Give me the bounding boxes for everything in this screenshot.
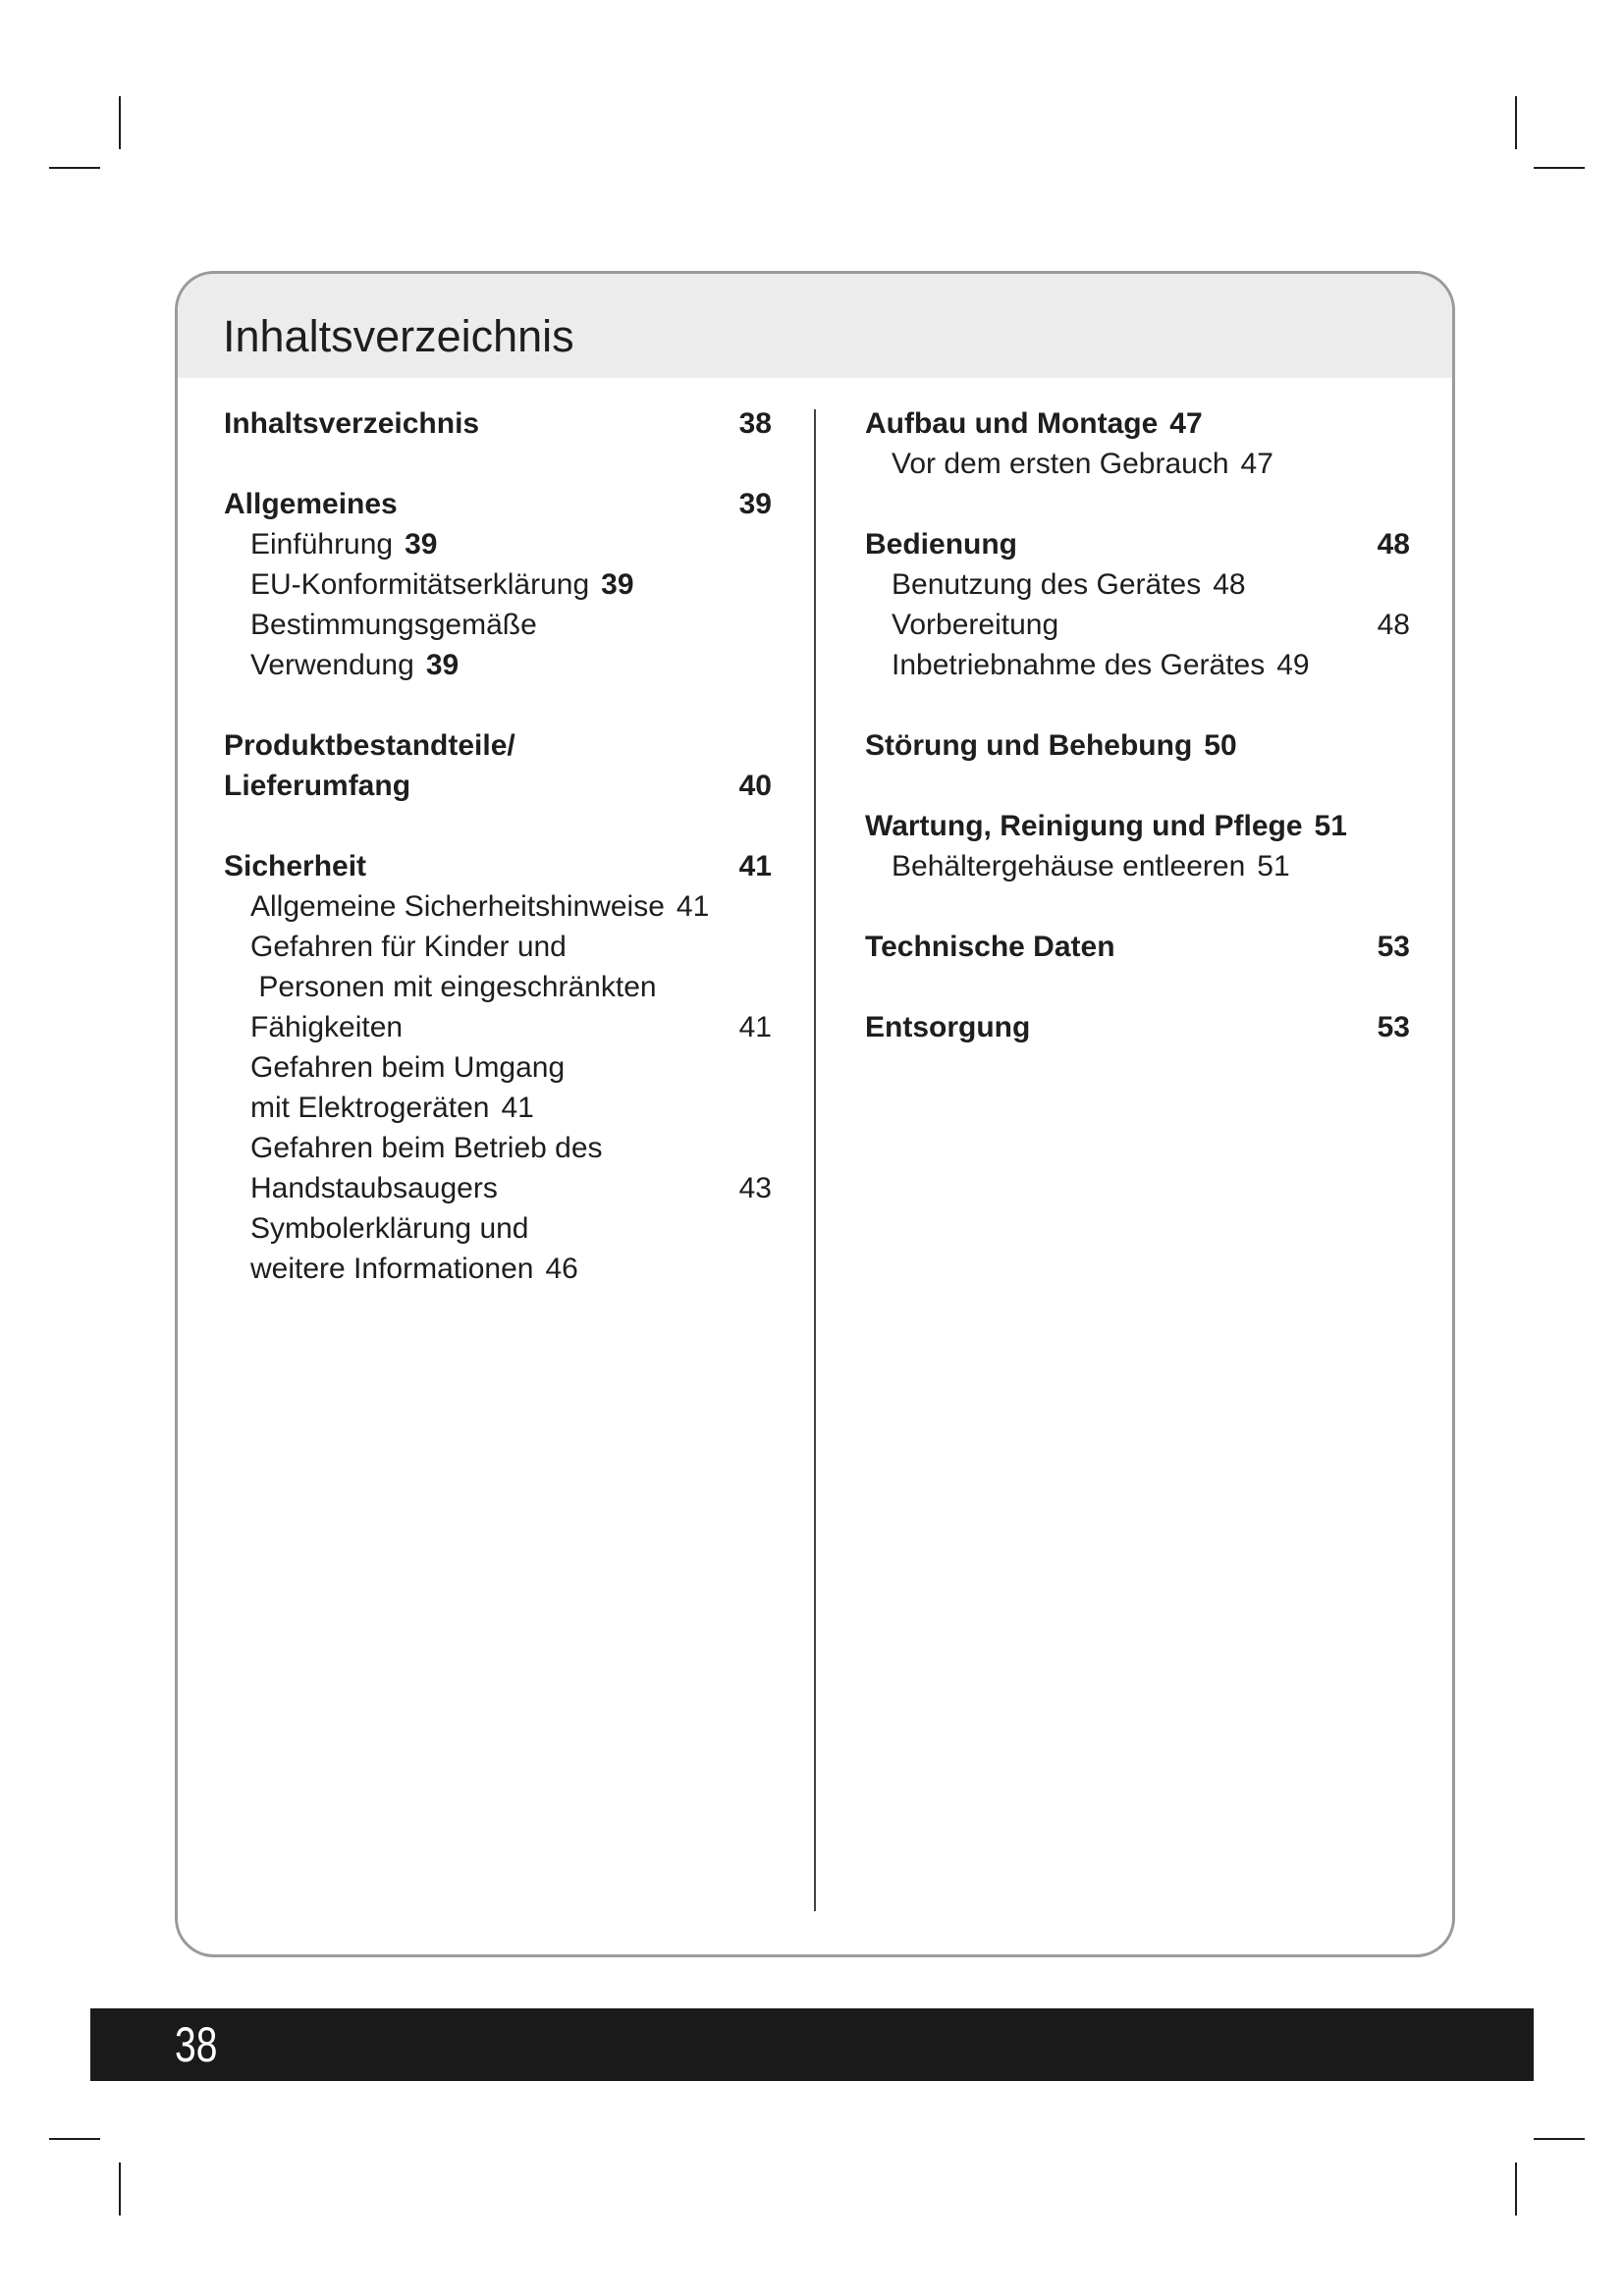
toc-subentry[interactable] bbox=[224, 1249, 772, 1289]
toc-subentry[interactable] bbox=[224, 927, 772, 967]
toc-entry[interactable] bbox=[224, 484, 772, 524]
toc-entry-page: 48 bbox=[1377, 528, 1410, 561]
toc-subentry[interactable] bbox=[224, 524, 772, 564]
crop-mark bbox=[1515, 2163, 1517, 2216]
toc-entry-page: 41 bbox=[738, 1011, 772, 1043]
toc-entry-label: Technische Daten bbox=[865, 931, 1115, 963]
crop-mark bbox=[119, 2163, 121, 2216]
toc-entry-page: 38 bbox=[738, 407, 772, 440]
toc-subentry[interactable] bbox=[865, 605, 1410, 645]
toc-entry-page: 46 bbox=[545, 1253, 578, 1285]
toc-entry-label: Handstaubsaugers bbox=[250, 1172, 498, 1204]
page-title: Inhaltsverzeichnis bbox=[223, 311, 574, 361]
toc-entry-page: 50 bbox=[1204, 729, 1237, 762]
toc-entry-label: EU-Konformitätserklärung bbox=[250, 568, 590, 601]
toc-entry-page: 47 bbox=[1169, 407, 1203, 440]
toc-entry-page: 40 bbox=[738, 770, 772, 802]
toc-entry-label: Aufbau und Montage bbox=[865, 407, 1159, 440]
toc-entry[interactable] bbox=[224, 403, 772, 444]
toc-entry-page: 53 bbox=[1377, 931, 1410, 963]
toc-entry-label: Einführung bbox=[250, 528, 394, 561]
toc-entry-label: Gefahren beim Betrieb des bbox=[250, 1132, 603, 1164]
toc-subentry[interactable] bbox=[224, 645, 772, 685]
crop-mark bbox=[119, 96, 121, 149]
toc-entry-label: Verwendung bbox=[250, 649, 414, 681]
toc-entry[interactable] bbox=[224, 766, 772, 806]
toc-entry-label: Allgemeines bbox=[224, 488, 398, 520]
toc-subentry[interactable] bbox=[224, 1047, 772, 1088]
toc-subentry[interactable] bbox=[224, 967, 772, 1007]
toc-entry-page: 41 bbox=[501, 1092, 534, 1124]
toc-subentry[interactable] bbox=[224, 1007, 772, 1047]
toc-entry-label: Behältergehäuse entleeren bbox=[892, 850, 1246, 882]
toc-subentry[interactable] bbox=[224, 1088, 772, 1128]
toc-entry-label: mit Elektrogeräten bbox=[250, 1092, 490, 1124]
toc-subentry[interactable] bbox=[224, 564, 772, 605]
toc-entry-label: Bedienung bbox=[865, 528, 1017, 561]
crop-mark bbox=[1534, 2138, 1585, 2140]
toc-entry-label: weitere Informationen bbox=[250, 1253, 534, 1285]
toc-entry-page: 41 bbox=[738, 850, 772, 882]
toc-entry[interactable] bbox=[865, 524, 1410, 564]
toc-entry-label: Inhaltsverzeichnis bbox=[224, 407, 480, 440]
footer-bar bbox=[90, 2008, 1534, 2081]
toc-entry-page: 53 bbox=[1377, 1011, 1410, 1043]
toc-entry[interactable] bbox=[865, 1007, 1410, 1047]
toc-entry-page: 48 bbox=[1213, 568, 1246, 601]
toc-entry[interactable] bbox=[224, 725, 772, 766]
column-divider bbox=[814, 409, 816, 1911]
toc-entry[interactable] bbox=[224, 846, 772, 886]
toc-entry[interactable] bbox=[865, 927, 1410, 967]
toc-subentry[interactable] bbox=[224, 1168, 772, 1208]
toc-entry-label: Bestimmungsgemäße bbox=[250, 609, 537, 641]
toc-entry-label: Vorbereitung bbox=[892, 609, 1059, 641]
toc-entry-label: Produktbestandteile/ bbox=[224, 729, 515, 762]
toc-entry-page: 51 bbox=[1314, 810, 1347, 842]
toc-entry-page: 43 bbox=[738, 1172, 772, 1204]
toc-entry-label: Personen mit eingeschränkten bbox=[250, 971, 657, 1003]
panel-header bbox=[178, 274, 1452, 378]
toc-entry-label: Vor dem ersten Gebrauch bbox=[892, 448, 1229, 480]
toc-subentry[interactable] bbox=[865, 444, 1410, 484]
toc-entry-label: Störung und Behebung bbox=[865, 729, 1193, 762]
toc-panel bbox=[175, 271, 1455, 1957]
crop-mark bbox=[49, 167, 100, 169]
toc-entry-page: 39 bbox=[405, 528, 438, 561]
toc-right-column bbox=[865, 403, 1410, 1047]
toc-entry-label: Gefahren für Kinder und bbox=[250, 931, 567, 963]
toc-entry-page: 49 bbox=[1276, 649, 1310, 681]
toc-entry[interactable] bbox=[865, 806, 1410, 846]
toc-entry-page: 39 bbox=[425, 649, 460, 681]
toc-entry-label: Inbetriebnahme des Gerätes bbox=[892, 649, 1266, 681]
toc-entry-label: Sicherheit bbox=[224, 850, 367, 882]
toc-subentry[interactable] bbox=[224, 886, 772, 927]
toc-entry-page: 39 bbox=[738, 488, 772, 520]
toc-entry-page: 48 bbox=[1377, 609, 1410, 641]
toc-left-column bbox=[224, 403, 772, 1289]
toc-entry-label: Gefahren beim Umgang bbox=[250, 1051, 566, 1084]
crop-mark bbox=[1534, 167, 1585, 169]
toc-entry-label: Benutzung des Gerätes bbox=[892, 568, 1202, 601]
toc-subentry[interactable] bbox=[224, 605, 772, 645]
page-number: 38 bbox=[175, 2017, 218, 2072]
toc-entry-page: 39 bbox=[601, 568, 634, 601]
crop-mark bbox=[49, 2138, 100, 2140]
toc-entry-page: 41 bbox=[676, 890, 710, 923]
toc-subentry[interactable] bbox=[865, 846, 1410, 886]
toc-entry-label: Entsorgung bbox=[865, 1011, 1031, 1043]
toc-subentry[interactable] bbox=[865, 564, 1410, 605]
toc-entry-label: Allgemeine Sicherheitshinweise bbox=[250, 890, 665, 923]
toc-subentry[interactable] bbox=[224, 1128, 772, 1168]
toc-entry[interactable] bbox=[865, 403, 1410, 444]
toc-entry-label: Lieferumfang bbox=[224, 770, 411, 802]
toc-subentry[interactable] bbox=[865, 645, 1410, 685]
toc-entry-page: 51 bbox=[1257, 850, 1290, 882]
toc-subentry[interactable] bbox=[224, 1208, 772, 1249]
toc-entry-label: Wartung, Reinigung und Pflege bbox=[865, 810, 1303, 842]
toc-entry[interactable] bbox=[865, 725, 1410, 766]
toc-entry-label: Fähigkeiten bbox=[250, 1011, 404, 1043]
toc-entry-label: Symbolerklärung und bbox=[250, 1212, 529, 1245]
toc-entry-page: 47 bbox=[1240, 448, 1273, 480]
crop-mark bbox=[1515, 96, 1517, 149]
